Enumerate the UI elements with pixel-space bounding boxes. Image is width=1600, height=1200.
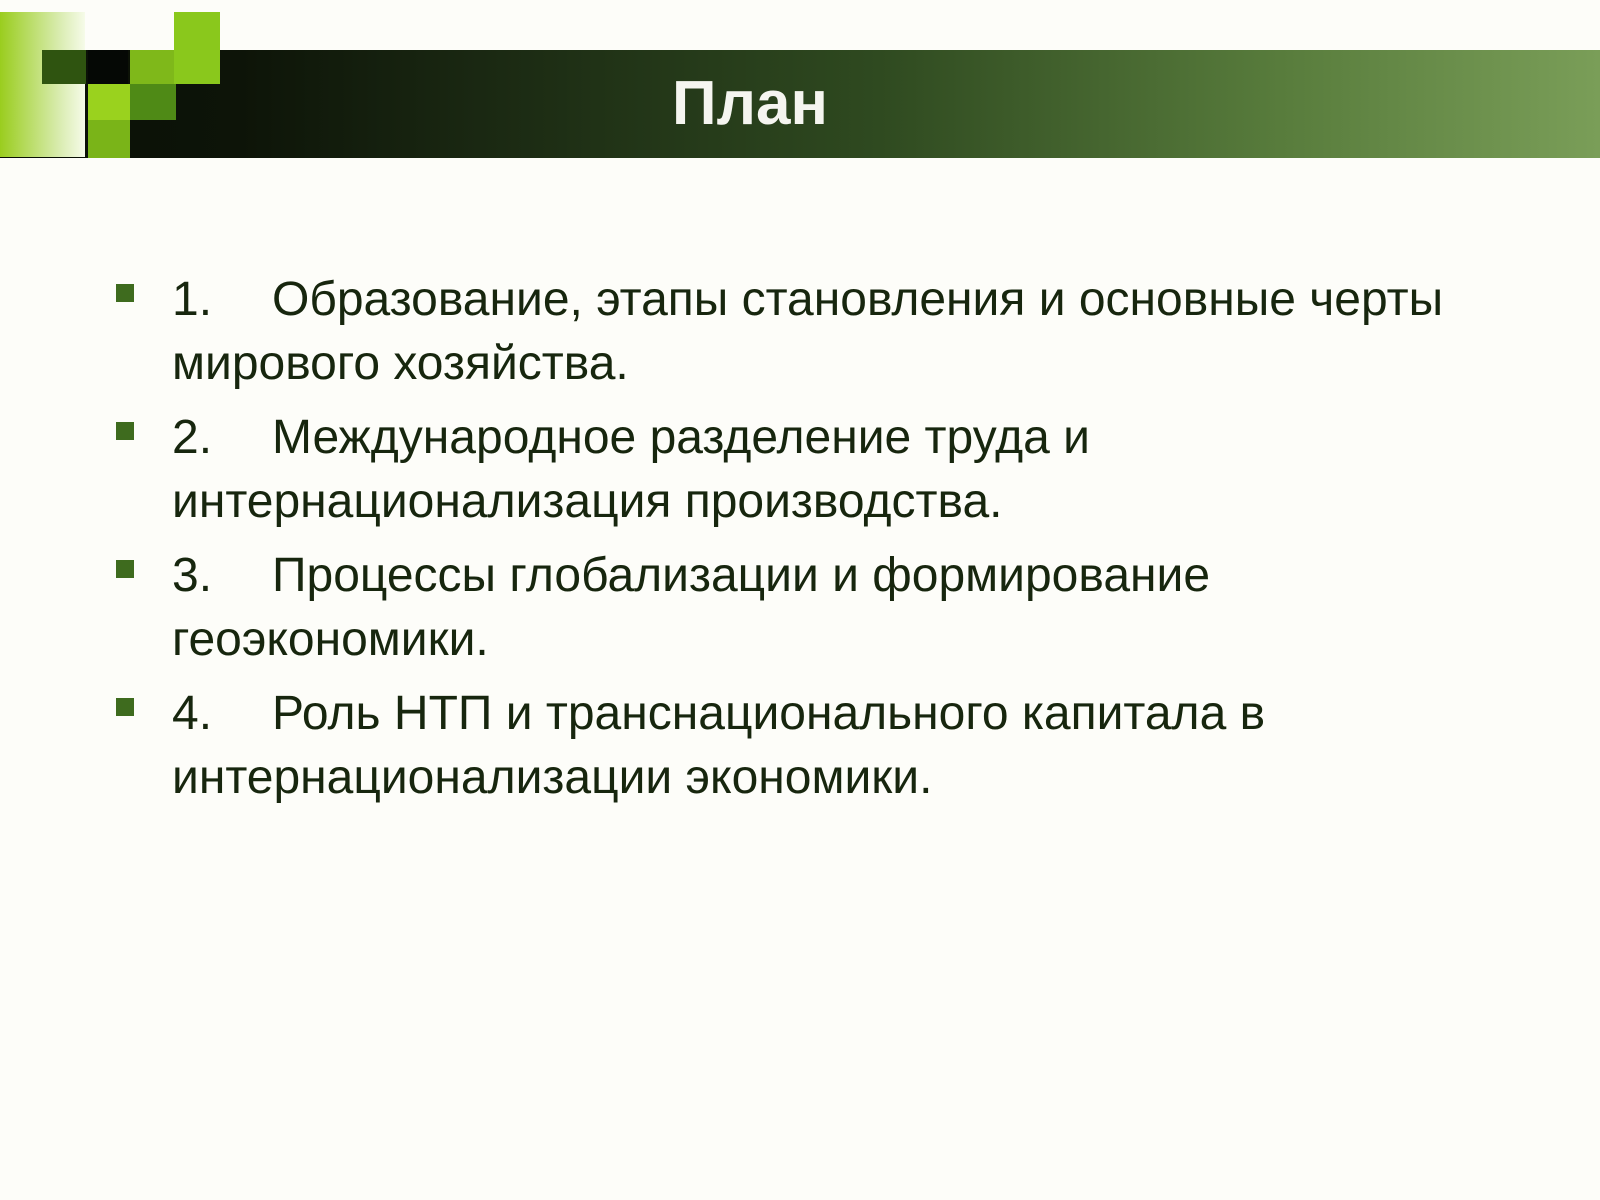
list-item — [110, 544, 1530, 672]
list-item — [110, 682, 1530, 810]
item-number: 4. — [172, 687, 213, 740]
item-number: 3. — [172, 549, 213, 602]
square-bullet-icon — [116, 422, 134, 440]
square-bullet-icon — [116, 560, 134, 578]
list-item — [110, 406, 1530, 534]
slide-title: План — [672, 69, 828, 138]
plan-list — [110, 268, 1530, 820]
item-number: 1. — [172, 273, 213, 326]
item-number: 2. — [172, 411, 213, 464]
item-text: Международное разделение труда и интернационализация производства. — [172, 411, 1090, 528]
item-text: Роль НТП и транснационального капитала в интернационализации экономики. — [172, 687, 1266, 804]
square-bullet-icon — [116, 698, 134, 716]
list-item — [110, 268, 1530, 396]
item-text: Образование, этапы становления и основные черты мирового хозяйства. — [172, 273, 1444, 390]
square-bullet-icon — [116, 284, 134, 302]
item-text: Процессы глобализации и формирование геоэкономики. — [172, 549, 1211, 666]
